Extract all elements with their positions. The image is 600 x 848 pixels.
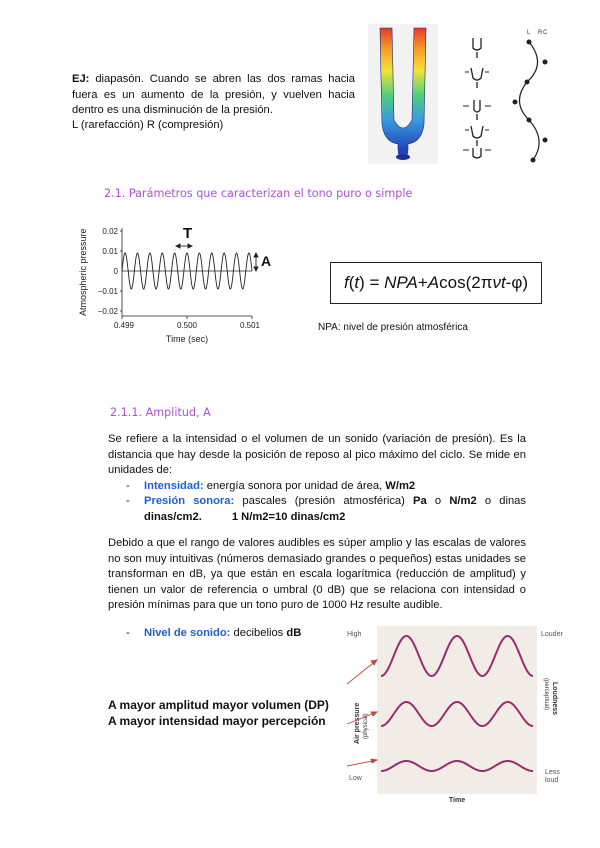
loudness-chart xyxy=(343,624,573,808)
ytick-3: 0 xyxy=(113,267,118,276)
tuning-fork-image xyxy=(368,24,438,164)
loud-label: loud xyxy=(545,777,559,784)
conclusion-1: A mayor amplitud mayor volumen (DP) xyxy=(108,698,329,712)
louder-label: Louder xyxy=(541,631,563,638)
right-axis-sub: (perceptual) xyxy=(543,678,549,711)
label-r: R xyxy=(538,30,543,36)
conclusion-2: A mayor intensidad mayor percepción xyxy=(108,714,326,728)
waveform-ylabel: Atmospheric pressure xyxy=(78,228,88,316)
right-axis-label: Loudness xyxy=(551,682,558,716)
ytick-2: 0.01 xyxy=(102,247,118,256)
term-nivel: Nivel de sonido: xyxy=(144,627,231,639)
xtick-2: 0.500 xyxy=(176,321,198,330)
section-2-1-heading: 2.1. Parámetros que caracterizan el tono puro o simple xyxy=(104,187,413,200)
waveform-xlabel: Time (sec) xyxy=(165,334,209,344)
section-2-1-1-heading: 2.1.1. Amplitud, A xyxy=(110,406,211,419)
npa-note: NPA: nivel de presión atmosférica xyxy=(318,322,468,333)
left-axis-sub: (physical) xyxy=(363,713,369,739)
left-axis-label: Air pressure xyxy=(354,702,361,744)
less-label: Less xyxy=(545,769,560,776)
label-l: L xyxy=(527,30,531,36)
label-c: C xyxy=(543,30,548,36)
waveform-chart xyxy=(74,216,304,350)
low-label: Low xyxy=(349,775,362,782)
term-intensidad: Intensidad: xyxy=(144,480,204,492)
xtick-3: 0.501 xyxy=(239,321,261,330)
period-label: T xyxy=(183,225,193,242)
ej-label: EJ: xyxy=(72,73,90,85)
amplitud-paragraph: Se refiere a la intensidad o el volumen de un sonido (variación de presión). Es la distancia que hay desde la posición de reposo al pico máximo del ciclo. Se mide en unidades de: xyxy=(108,433,526,476)
formula-box xyxy=(330,262,542,304)
ytick-5: −0.02 xyxy=(97,307,118,316)
term-presion: Presión sonora: xyxy=(144,495,235,507)
time-label: Time xyxy=(448,797,466,804)
xtick-1: 0.499 xyxy=(113,321,135,330)
ytick-4: −0.01 xyxy=(97,287,118,296)
ej-text: diapasón. Cuando se abren las dos ramas hacia fuera es un aumento de la presión, y vuelven hacia dentro es una disminución de la presión. xyxy=(72,73,355,116)
ytick-1: 0.02 xyxy=(102,227,118,236)
ej-line2: L (rarefacción) R (compresión) xyxy=(72,119,224,131)
fork-vibration-diagram xyxy=(455,24,555,164)
high-label: High xyxy=(347,631,362,638)
db-paragraph: Debido a que el rango de valores audibles es súper amplio y las escalas de valores no son muy intuitivas (números demasiado grandes o pequeños) estas unidades se transforman en dB, ya que están en escala logarítmica (reducción de amplitud) y tienen un valor de referencia o umbral (0 dB) que se relaciona con intensidad o presión mínimas para que un tono puro de 1000 Hz resulte audible. xyxy=(108,537,526,611)
amplitude-label: A xyxy=(261,253,272,269)
ej-paragraph xyxy=(72,72,355,119)
formula: f(t) = NPA+Acos(2πνt-φ) xyxy=(343,273,529,292)
